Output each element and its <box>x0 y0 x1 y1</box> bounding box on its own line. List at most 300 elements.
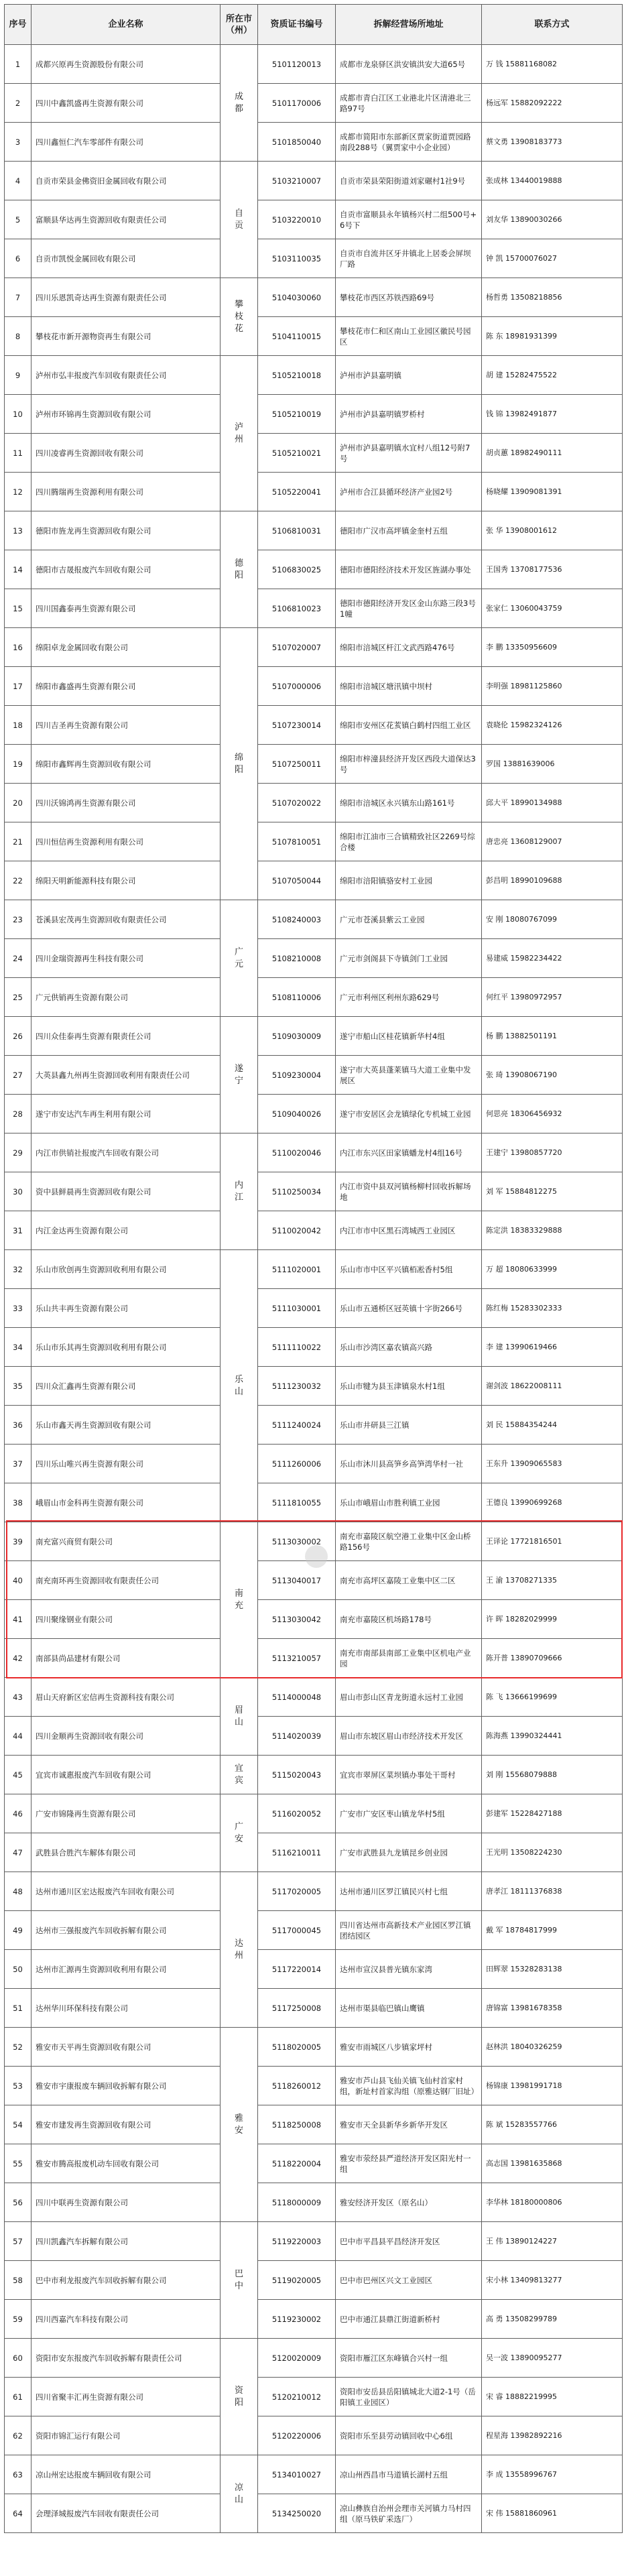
address: 凉山州西昌市马道镇长湖村五组 <box>336 2455 482 2494</box>
contact: 蔡文勇 13908183773 <box>482 123 623 162</box>
address: 巴中市平昌县平昌经济开发区 <box>336 2222 482 2261</box>
contact: 张成林 13440019888 <box>482 162 623 200</box>
company-name: 达州市通川区宏达报废汽车回收有限公司 <box>32 1872 221 1911</box>
cert-number: 5116210011 <box>258 1833 336 1872</box>
table-row <box>5 1833 623 1872</box>
company-name: 四川吉圣再生资源有限公司 <box>32 706 221 745</box>
cert-number: 5110020046 <box>258 1133 336 1172</box>
company-name: 乐山市乐其再生资源回收利用有限公司 <box>32 1328 221 1367</box>
cert-number: 5110020042 <box>258 1211 336 1250</box>
row-index: 53 <box>5 2067 32 2105</box>
table-row <box>5 2416 623 2455</box>
table-row <box>5 900 623 939</box>
contact: 万 超 18080633999 <box>482 1250 623 1289</box>
address: 资阳市雁江区东峰镇合兴村一组 <box>336 2339 482 2378</box>
cert-number: 5111020001 <box>258 1250 336 1289</box>
table-row <box>5 2144 623 2183</box>
address: 自贡市富顺县永年镇杨兴村二组500号+6号下 <box>336 200 482 239</box>
address: 绵阳市涪城区永兴镇东山路161号 <box>336 784 482 822</box>
row-index: 34 <box>5 1328 32 1367</box>
row-index: 22 <box>5 861 32 900</box>
city-name: 泸州 <box>234 422 243 444</box>
table-row <box>5 395 623 434</box>
contact: 王国秀 13708177536 <box>482 550 623 589</box>
address: 乐山市市中区平兴镇栢凇香村5组 <box>336 1250 482 1289</box>
row-index: 32 <box>5 1250 32 1289</box>
table-row <box>5 1172 623 1211</box>
table-row <box>5 1950 623 1989</box>
table-row <box>5 473 623 511</box>
cert-number: 5105210019 <box>258 395 336 434</box>
city-name: 成都 <box>234 91 243 114</box>
contact: 李 建 13990619466 <box>482 1328 623 1367</box>
table-row <box>5 434 623 473</box>
address: 绵阳市涪城区塘汛镇中坝村 <box>336 667 482 706</box>
contact: 王光明 13508224230 <box>482 1833 623 1872</box>
contact: 胡 建 15282475522 <box>482 356 623 395</box>
cert-number: 5103110035 <box>258 239 336 278</box>
table-row <box>5 1600 623 1639</box>
header-contact: 联系方式 <box>482 5 623 45</box>
contact: 吴一波 13890095277 <box>482 2339 623 2378</box>
company-name: 四川乐山唯兴再生资源有限公司 <box>32 1445 221 1483</box>
row-index: 50 <box>5 1950 32 1989</box>
contact: 宋 睿 18882219995 <box>482 2378 623 2416</box>
table-row <box>5 317 623 356</box>
address: 宜宾市翠屏区菜坝镇办事处干哥村 <box>336 1756 482 1794</box>
address: 自贡市荣县荣阳街道刘家碾村1社9号 <box>336 162 482 200</box>
company-name: 遂宁市安达汽车再生利用有限公司 <box>32 1095 221 1133</box>
table-row <box>5 239 623 278</box>
company-name: 自贡市凯悦金属回收有限公司 <box>32 239 221 278</box>
city-cell <box>221 1794 258 1872</box>
address: 乐山市井研县三江镇 <box>336 1406 482 1445</box>
cert-number: 5104110015 <box>258 317 336 356</box>
enterprise-table-container <box>4 4 622 2533</box>
address: 乐山市五通桥区冠英镇十字街266号 <box>336 1289 482 1328</box>
address: 广元市剑阁县下寺镇剑门工业园 <box>336 939 482 978</box>
address: 凉山彝族自治州会理市关河镇力马村四组（原马铁矿采选厂） <box>336 2494 482 2533</box>
address: 内江市市中区黑石湾城西工业园区 <box>336 1211 482 1250</box>
row-index: 61 <box>5 2378 32 2416</box>
cert-number: 5109230004 <box>258 1056 336 1095</box>
row-index: 15 <box>5 589 32 628</box>
contact: 邱大平 18990134988 <box>482 784 623 822</box>
contact: 谢剑波 18622008111 <box>482 1367 623 1406</box>
row-index: 62 <box>5 2416 32 2455</box>
row-index: 26 <box>5 1017 32 1056</box>
address: 巴中市巴州区兴文工业园区 <box>336 2261 482 2300</box>
row-index: 7 <box>5 278 32 317</box>
address: 乐山市犍为县玉津镇泉水村1组 <box>336 1367 482 1406</box>
row-index: 2 <box>5 84 32 123</box>
contact: 唐锦富 13981678358 <box>482 1989 623 2028</box>
contact: 宋 伟 15881860961 <box>482 2494 623 2533</box>
row-index: 52 <box>5 2028 32 2067</box>
table-header-row <box>5 5 623 45</box>
cert-number: 5109030009 <box>258 1017 336 1056</box>
row-index: 58 <box>5 2261 32 2300</box>
cert-number: 5120220006 <box>258 2416 336 2455</box>
contact: 钟 凯 15700076027 <box>482 239 623 278</box>
address: 达州市通川区罗江镇民兴村七组 <box>336 1872 482 1911</box>
contact: 李 鹏 13350956609 <box>482 628 623 667</box>
contact: 唐忠亮 13608129007 <box>482 822 623 861</box>
row-index: 59 <box>5 2300 32 2339</box>
cert-number: 5103220010 <box>258 200 336 239</box>
cert-number: 5106830025 <box>258 550 336 589</box>
company-name: 四川沃锦鸿再生资源有限公司 <box>32 784 221 822</box>
address: 雅安市天全县新华乡新华开发区 <box>336 2105 482 2144</box>
cert-number: 5107020007 <box>258 628 336 667</box>
cert-number: 5113030002 <box>258 1522 336 1561</box>
city-name: 资阳 <box>234 2385 243 2408</box>
table-row <box>5 2378 623 2416</box>
table-row <box>5 589 623 628</box>
city-name: 自贡 <box>234 208 243 231</box>
contact: 王译论 17721816501 <box>482 1522 623 1561</box>
row-index: 25 <box>5 978 32 1017</box>
table-row <box>5 2339 623 2378</box>
company-name: 宜宾市诚惠报废汽车回收有限公司 <box>32 1756 221 1794</box>
row-index: 41 <box>5 1600 32 1639</box>
table-row <box>5 1794 623 1833</box>
company-name: 巴中市利龙报废汽车回收拆解有限公司 <box>32 2261 221 2300</box>
address: 攀枝花市西区苏铁西路69号 <box>336 278 482 317</box>
cert-number: 5104030060 <box>258 278 336 317</box>
company-name: 四川众汇鑫再生资源有限公司 <box>32 1367 221 1406</box>
row-index: 42 <box>5 1639 32 1678</box>
cert-number: 5134250020 <box>258 2494 336 2533</box>
company-name: 武胜县合胜汽车解体有限公司 <box>32 1833 221 1872</box>
cert-number: 5111810055 <box>258 1483 336 1522</box>
table-row <box>5 2105 623 2144</box>
row-index: 5 <box>5 200 32 239</box>
contact: 王 渝 13708271335 <box>482 1561 623 1600</box>
cert-number: 5115020043 <box>258 1756 336 1794</box>
table-row <box>5 162 623 200</box>
address: 德阳市广汉市高坪镇金奎村五组 <box>336 511 482 550</box>
watermark-circle <box>305 1545 328 1568</box>
contact: 陈 飞 13666199699 <box>482 1678 623 1717</box>
company-name: 四川金顺再生资源回收有限公司 <box>32 1717 221 1756</box>
company-name: 南充富兴商贸有限公司 <box>32 1522 221 1561</box>
address: 南充市高坪区嘉陵工业集中区二区 <box>336 1561 482 1600</box>
contact: 李 成 13558996767 <box>482 2455 623 2494</box>
address: 达州市渠县临巴镇山鹰镇 <box>336 1989 482 2028</box>
company-name: 自贡市荣县金佛资旧金属回收有限公司 <box>32 162 221 200</box>
cert-number: 5107000006 <box>258 667 336 706</box>
company-name: 绵阳卓龙金属回收有限公司 <box>32 628 221 667</box>
cert-number: 5101850040 <box>258 123 336 162</box>
contact: 王德良 13990699268 <box>482 1483 623 1522</box>
contact: 赵林洪 18040326259 <box>482 2028 623 2067</box>
company-name: 攀枝花市新开源物资再生有限公司 <box>32 317 221 356</box>
cert-number: 5111240024 <box>258 1406 336 1445</box>
company-name: 达州华川环保科技有限公司 <box>32 1989 221 2028</box>
contact: 易建威 15982234422 <box>482 939 623 978</box>
cert-number: 5118000009 <box>258 2183 336 2222</box>
city-cell <box>221 628 258 900</box>
company-name: 四川西嘉汽车科技有限公司 <box>32 2300 221 2339</box>
table-row <box>5 1328 623 1367</box>
cert-number: 5114020039 <box>258 1717 336 1756</box>
table-row <box>5 550 623 589</box>
cert-number: 5105210021 <box>258 434 336 473</box>
city-name: 眉山 <box>234 1705 243 1727</box>
cert-number: 5101120013 <box>258 45 336 84</box>
city-name: 广元 <box>234 946 243 969</box>
header-company: 企业名称 <box>32 5 221 45</box>
contact: 陈红梅 15283302333 <box>482 1289 623 1328</box>
address: 雅安市芦山县飞仙关镇飞仙村首家村组，新址村首家沟组（原雅达钢厂旧址） <box>336 2067 482 2105</box>
table-row <box>5 784 623 822</box>
company-name: 南充南环再生资源回收有限责任公司 <box>32 1561 221 1600</box>
row-index: 16 <box>5 628 32 667</box>
cert-number: 5111230032 <box>258 1367 336 1406</box>
company-name: 内江金达再生资源有限公司 <box>32 1211 221 1250</box>
company-name: 乐山市欣创再生资源回收利用有限公司 <box>32 1250 221 1289</box>
cert-number: 5120210012 <box>258 2378 336 2416</box>
address: 四川省达州市高新技术产业园区罗江镇团结园区 <box>336 1911 482 1950</box>
row-index: 46 <box>5 1794 32 1833</box>
company-name: 德阳市旌龙再生资源回收有限公司 <box>32 511 221 550</box>
company-name: 资阳市锦汇运行有限公司 <box>32 2416 221 2455</box>
contact: 刘友华 13890030266 <box>482 200 623 239</box>
cert-number: 5117000045 <box>258 1911 336 1950</box>
cert-number: 5105220041 <box>258 473 336 511</box>
table-row <box>5 2494 623 2533</box>
contact: 安 刚 18080767099 <box>482 900 623 939</box>
table-row <box>5 1639 623 1678</box>
company-name: 四川国鑫泰再生资源有限公司 <box>32 589 221 628</box>
company-name: 四川腾瑞再生资源利用有限公司 <box>32 473 221 511</box>
address: 遂宁市安居区会龙镇绿化专机城工业园 <box>336 1095 482 1133</box>
row-index: 40 <box>5 1561 32 1600</box>
contact: 彭昌明 18990109688 <box>482 861 623 900</box>
address: 广元市利州区利州东路629号 <box>336 978 482 1017</box>
cert-number: 5120020009 <box>258 2339 336 2378</box>
contact: 杨锦康 13981991718 <box>482 2067 623 2105</box>
row-index: 56 <box>5 2183 32 2222</box>
table-row <box>5 1367 623 1406</box>
address: 内江市资中县双河镇杨柳村回收拆解场地 <box>336 1172 482 1211</box>
table-row <box>5 45 623 84</box>
company-name: 四川凯鑫汽车拆解有限公司 <box>32 2222 221 2261</box>
contact: 宋小林 13409813277 <box>482 2261 623 2300</box>
contact: 彭建军 15228427188 <box>482 1794 623 1833</box>
contact: 钱 锦 13982491877 <box>482 395 623 434</box>
table-row <box>5 2300 623 2339</box>
address: 广元市苍溪县紫云工业园 <box>336 900 482 939</box>
contact: 戴 军 18784817999 <box>482 1911 623 1950</box>
cert-number: 5118250008 <box>258 2105 336 2144</box>
table-row <box>5 939 623 978</box>
table-row <box>5 2222 623 2261</box>
row-index: 51 <box>5 1989 32 2028</box>
row-index: 54 <box>5 2105 32 2144</box>
cert-number: 5107810051 <box>258 822 336 861</box>
address: 泸州市泸县嘉明镇 <box>336 356 482 395</box>
company-name: 眉山天府新区宏信再生资源科技有限公司 <box>32 1678 221 1717</box>
table-row <box>5 861 623 900</box>
table-row <box>5 628 623 667</box>
company-name: 广元供销再生资源有限公司 <box>32 978 221 1017</box>
city-name: 巴中 <box>234 2268 243 2291</box>
city-name: 遂宁 <box>234 1063 243 1086</box>
cert-number: 5113040017 <box>258 1561 336 1600</box>
cert-number: 5113030042 <box>258 1600 336 1639</box>
row-index: 30 <box>5 1172 32 1211</box>
table-row <box>5 1095 623 1133</box>
company-name: 达州市三强报废汽车回收拆解有限公司 <box>32 1911 221 1950</box>
cert-number: 5119230002 <box>258 2300 336 2339</box>
city-name: 凉山 <box>234 2482 243 2505</box>
city-name: 广安 <box>234 1821 243 1844</box>
contact: 杨 鹏 13882501191 <box>482 1017 623 1056</box>
table-row <box>5 2261 623 2300</box>
table-row <box>5 1017 623 1056</box>
contact: 张 琦 13908067190 <box>482 1056 623 1095</box>
cert-number: 5107250011 <box>258 745 336 784</box>
address: 成都市青白江区工业港北片区清港北三路97号 <box>336 84 482 123</box>
address: 遂宁市大英县蓬莱镇马大道工业集中发展区 <box>336 1056 482 1095</box>
table-row <box>5 511 623 550</box>
contact: 高 勇 13508299789 <box>482 2300 623 2339</box>
company-name: 四川省聚丰汇再生资源有限公司 <box>32 2378 221 2416</box>
contact: 李华林 18180000806 <box>482 2183 623 2222</box>
address: 遂宁市船山区桂花镇新华村4组 <box>336 1017 482 1056</box>
company-name: 资阳市安东报废汽车回收拆解有限责任公司 <box>32 2339 221 2378</box>
contact: 刘 刚 15568079888 <box>482 1756 623 1794</box>
header-index: 序号 <box>5 5 32 45</box>
city-cell <box>221 1756 258 1794</box>
contact: 万 钱 15881168082 <box>482 45 623 84</box>
row-index: 6 <box>5 239 32 278</box>
row-index: 24 <box>5 939 32 978</box>
city-cell <box>221 900 258 1017</box>
table-row <box>5 978 623 1017</box>
city-cell <box>221 1678 258 1756</box>
address: 雅安市雨城区八步镇家坪村 <box>336 2028 482 2067</box>
row-index: 1 <box>5 45 32 84</box>
row-index: 10 <box>5 395 32 434</box>
address: 广安市武胜县九龙镇昆乡创业园 <box>336 1833 482 1872</box>
table-row <box>5 667 623 706</box>
contact: 张 华 13908001612 <box>482 511 623 550</box>
row-index: 57 <box>5 2222 32 2261</box>
company-name: 雅安市宇康报废车辆回收拆解有限公司 <box>32 2067 221 2105</box>
address: 达州市宣汉县普光镇东家湾 <box>336 1950 482 1989</box>
contact: 王东升 13909065583 <box>482 1445 623 1483</box>
row-index: 47 <box>5 1833 32 1872</box>
row-index: 49 <box>5 1911 32 1950</box>
company-name: 四川鑫恒仁汽车零部件有限公司 <box>32 123 221 162</box>
contact: 陈开普 13890709666 <box>482 1639 623 1678</box>
cert-number: 5108210008 <box>258 939 336 978</box>
address: 乐山市沐川县高笋乡高笋湾华村一社 <box>336 1445 482 1483</box>
table-row <box>5 356 623 395</box>
cert-number: 5109040026 <box>258 1095 336 1133</box>
city-name: 绵阳 <box>234 752 243 775</box>
table-row <box>5 822 623 861</box>
city-cell <box>221 2222 258 2339</box>
contact: 罗国 13881639006 <box>482 745 623 784</box>
city-name: 宜宾 <box>234 1763 243 1786</box>
row-index: 29 <box>5 1133 32 1172</box>
contact: 杨晓耀 13909081391 <box>482 473 623 511</box>
row-index: 48 <box>5 1872 32 1911</box>
cert-number: 5113210057 <box>258 1639 336 1678</box>
address: 绵阳市江油市三合镇精致社区2269号综合楼 <box>336 822 482 861</box>
cert-number: 5134010027 <box>258 2455 336 2494</box>
cert-number: 5108240003 <box>258 900 336 939</box>
contact: 袁晓伦 15982324126 <box>482 706 623 745</box>
company-name: 成都兴原再生资源股份有限公司 <box>32 45 221 84</box>
row-index: 35 <box>5 1367 32 1406</box>
address: 泸州市泸县嘉明镇罗桥村 <box>336 395 482 434</box>
row-index: 3 <box>5 123 32 162</box>
company-name: 雅安市建发再生资源回收有限公司 <box>32 2105 221 2144</box>
city-name: 内江 <box>234 1180 243 1203</box>
city-cell <box>221 2028 258 2222</box>
row-index: 60 <box>5 2339 32 2378</box>
cert-number: 5107050044 <box>258 861 336 900</box>
contact: 刘 军 15884812275 <box>482 1172 623 1211</box>
table-row <box>5 1406 623 1445</box>
address: 绵阳市梓潼县经济开发区西段大道保达3号 <box>336 745 482 784</box>
cert-number: 5118020005 <box>258 2028 336 2067</box>
cert-number: 5107230014 <box>258 706 336 745</box>
header-address: 拆解经营场所地址 <box>336 5 482 45</box>
contact: 许 晖 18282029999 <box>482 1600 623 1639</box>
address: 资阳市安岳县岳阳镇城北大道2-1号（岳阳镇工业园区） <box>336 2378 482 2416</box>
contact: 高志国 13981635868 <box>482 2144 623 2183</box>
company-name: 德阳市吉晟报废汽车回收有限公司 <box>32 550 221 589</box>
cert-number: 5108110006 <box>258 978 336 1017</box>
row-index: 64 <box>5 2494 32 2533</box>
table-row <box>5 2455 623 2494</box>
city-cell <box>221 1250 258 1522</box>
city-cell <box>221 511 258 628</box>
address: 眉山市彭山区青龙街道永远村工业园 <box>336 1678 482 1717</box>
company-name: 乐山市鑫天再生资源回收有限公司 <box>32 1406 221 1445</box>
row-index: 13 <box>5 511 32 550</box>
city-name: 雅安 <box>234 2113 243 2136</box>
cert-number: 5118260012 <box>258 2067 336 2105</box>
cert-number: 5103210007 <box>258 162 336 200</box>
table-body <box>5 45 623 2533</box>
contact: 程星海 13982892216 <box>482 2416 623 2455</box>
address: 雅安经济开发区（原名山） <box>336 2183 482 2222</box>
company-name: 四川中鑫凯盛再生资源有限公司 <box>32 84 221 123</box>
company-name: 四川凌睿再生资源回收有限公司 <box>32 434 221 473</box>
company-name: 四川众佳泰再生资源有限责任公司 <box>32 1017 221 1056</box>
contact: 陈定洪 18383329888 <box>482 1211 623 1250</box>
row-index: 36 <box>5 1406 32 1445</box>
company-name: 泸州市环锦再生资源回收有限公司 <box>32 395 221 434</box>
cert-number: 5111260006 <box>258 1445 336 1483</box>
city-name: 攀枝花 <box>234 299 243 334</box>
cert-number: 5106810023 <box>258 589 336 628</box>
address: 眉山市东坡区眉山市经济技术开发区 <box>336 1717 482 1756</box>
row-index: 44 <box>5 1717 32 1756</box>
contact: 胡贞蕙 18982490111 <box>482 434 623 473</box>
address: 巴中市通江县鼎江街道新桥村 <box>336 2300 482 2339</box>
address: 成都市简阳市东部新区贾家街道贾园路南段288号（翼贾家中小企业园） <box>336 123 482 162</box>
row-index: 12 <box>5 473 32 511</box>
table-row <box>5 2183 623 2222</box>
